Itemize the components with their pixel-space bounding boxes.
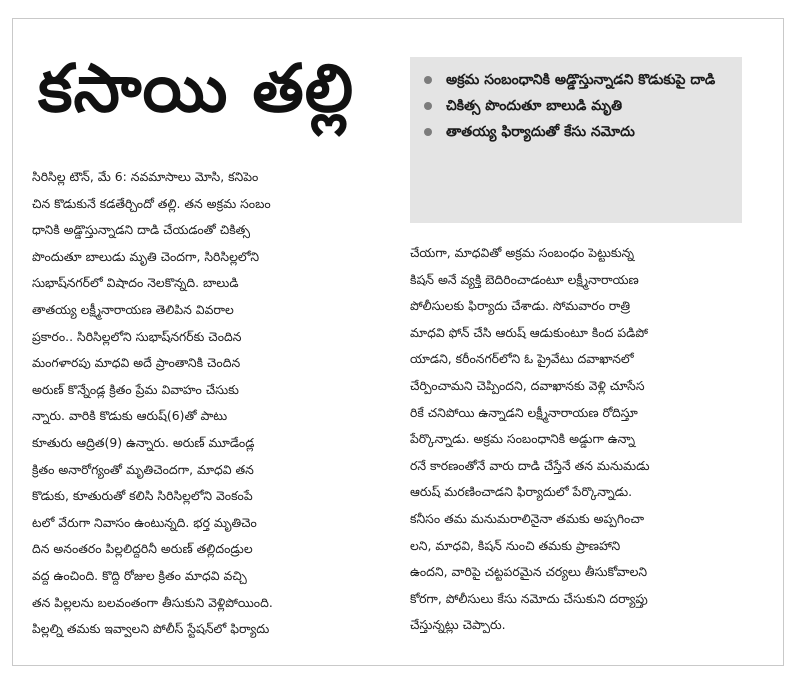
body-text-line: అరుణ్ కొన్నేండ్ల క్రితం ప్రేమ వివాహం చేసుకు	[32, 381, 239, 397]
body-text-line: రనే కారణంతోనే వారు దాడి చేస్తేనే తన మనుమడు	[410, 457, 650, 473]
body-text-line: లని, మాధవి, కిషన్ నుంచి తమకు ప్రాణహాని	[410, 537, 621, 553]
headline: కసాయి తల్లి	[38, 50, 355, 127]
body-text-line: తాతయ్య లక్ష్మీనారాయణ తెలిపిన వివరాల	[32, 301, 234, 317]
highlight-item	[424, 93, 734, 119]
body-text-line: టలో వేరుగా నివాసం ఉంటున్నది. భర్త మృతిచెం	[32, 514, 257, 530]
highlight-item	[424, 67, 734, 93]
body-text-line: కోరగా, పోలీసులు కేసు నమోదు చేసుకుని దర్యాప్తు	[410, 590, 648, 606]
body-text-line: పొందుతూ బాలుడు మృతి చెందగా, సిరిసిల్లలోని	[32, 248, 260, 264]
body-text-line: వద్ద ఉంచింది. కొద్ది రోజుల క్రితం మాధవి వచ్చి	[32, 567, 247, 583]
bullet-icon	[424, 93, 446, 119]
body-text-line: ఆరుష్ మరణించాడని ఫిర్యాదులో పేర్కొన్నాడు.	[410, 484, 633, 500]
body-text-line: ప్రకారం.. సిరిసిల్లలోని సుభాష్‌నగర్‌కు చెందిన	[32, 328, 242, 344]
highlights-box	[410, 57, 742, 223]
body-text-line: యాడని, కరీంనగర్‌లోని ఓ ప్రైవేటు దవాఖానలో	[410, 351, 634, 367]
body-text-line: తన పిల్లలను బలవంతంగా తీసుకుని వెళ్లిపోయింది.	[32, 594, 273, 610]
highlight-text: అక్రమ సంబంధానికి అడ్డొస్తున్నాడని కొడుకుపై దాడి	[446, 72, 716, 88]
body-text-line: కొడుకు, కూతురుతో కలిసి సిరిసిల్లలోని వెంకంపే	[32, 488, 253, 504]
body-text-line: కూతురు ఆద్రిత(9) ఉన్నారు. అరుణ్ మూడేండ్ల	[32, 434, 255, 450]
body-text-line: ఉందని, వారిపై చట్టపరమైన చర్యలు తీసుకోవాలని	[410, 564, 648, 580]
body-text-line: చేస్తున్నట్లు చెప్పారు.	[410, 617, 506, 633]
bullet-icon	[424, 119, 446, 145]
body-text-line: చిన కొడుకునే కడతేర్చిందో తల్లి. తన అక్రమ సంబం	[32, 195, 271, 211]
body-text-line: సిరిసిల్ల టౌన్, మే 6: నవమాసాలు మోసి, కనిపెం	[32, 169, 259, 184]
body-text-line: పోలీసులకు ఫిర్యాదు చేశాడు. సోమవారం రాత్రి	[410, 298, 631, 314]
highlight-item	[424, 119, 734, 145]
body-text-line: న్నారు. వారికి కొడుకు ఆరుష్(6)తో పాటు	[32, 408, 228, 424]
body-text-line: చేర్పించామని చెప్పిందని, దవాఖానకు వెళ్లి చూసేస	[410, 377, 645, 393]
body-text-line: చేయగా, మాధవితో అక్రమ సంబంధం పెట్టుకున్న	[410, 245, 635, 260]
body-text-line: పిల్లల్ని తమకు ఇవ్వాలని పోలీస్ స్టేషన్‌లో ఫిర్యాదు	[32, 621, 270, 637]
body-text-line: మంగళారపు మాధవి అదే ప్రాంతానికి చెందిన	[32, 355, 241, 371]
body-text-line: ధానికి అడ్డొస్తున్నాడని దాడి చేయడంతో చికిత్స	[32, 222, 251, 238]
body-text-line: రికే చనిపోయి ఉన్నాడని లక్ష్మీనారాయణ రోదిస్తూ	[410, 404, 638, 420]
body-text-line: దిన అనంతరం పిల్లలిద్దరినీ అరుణ్ తల్లిదండ్రుల	[32, 541, 253, 557]
body-text-line: కిషన్ అనే వ్యక్తి బెదిరించాడంటూ లక్ష్మీనారాయణ	[410, 271, 639, 287]
body-text-line: మాధవి ఫోన్ చేసి ఆరుష్ ఆడుకుంటూ కింద పడిపో	[410, 324, 648, 340]
bullet-icon	[424, 67, 446, 93]
body-column-left	[32, 164, 388, 643]
body-text-line: కనీసం తమ మనుమరాలినైనా తమకు అప్పగించా	[410, 510, 645, 526]
highlight-text: తాతయ్య ఫిర్యాదుతో కేసు నమోదు	[446, 124, 635, 140]
body-text-line: సుభాష్‌నగర్‌లో విషాదం నెలకొన్నది. బాలుడి	[32, 275, 239, 291]
highlight-text: చికిత్స పొందుతూ బాలుడి మృతి	[446, 98, 623, 114]
body-column-right	[410, 240, 752, 639]
body-text-line: క్రితం అనారోగ్యంతో మృతిచెందగా, మాధవి తన	[32, 461, 254, 477]
body-text-line: పేర్కొన్నాడు. అక్రమ సంబంధానికి అడ్డుగా ఉన్నా	[410, 431, 636, 447]
